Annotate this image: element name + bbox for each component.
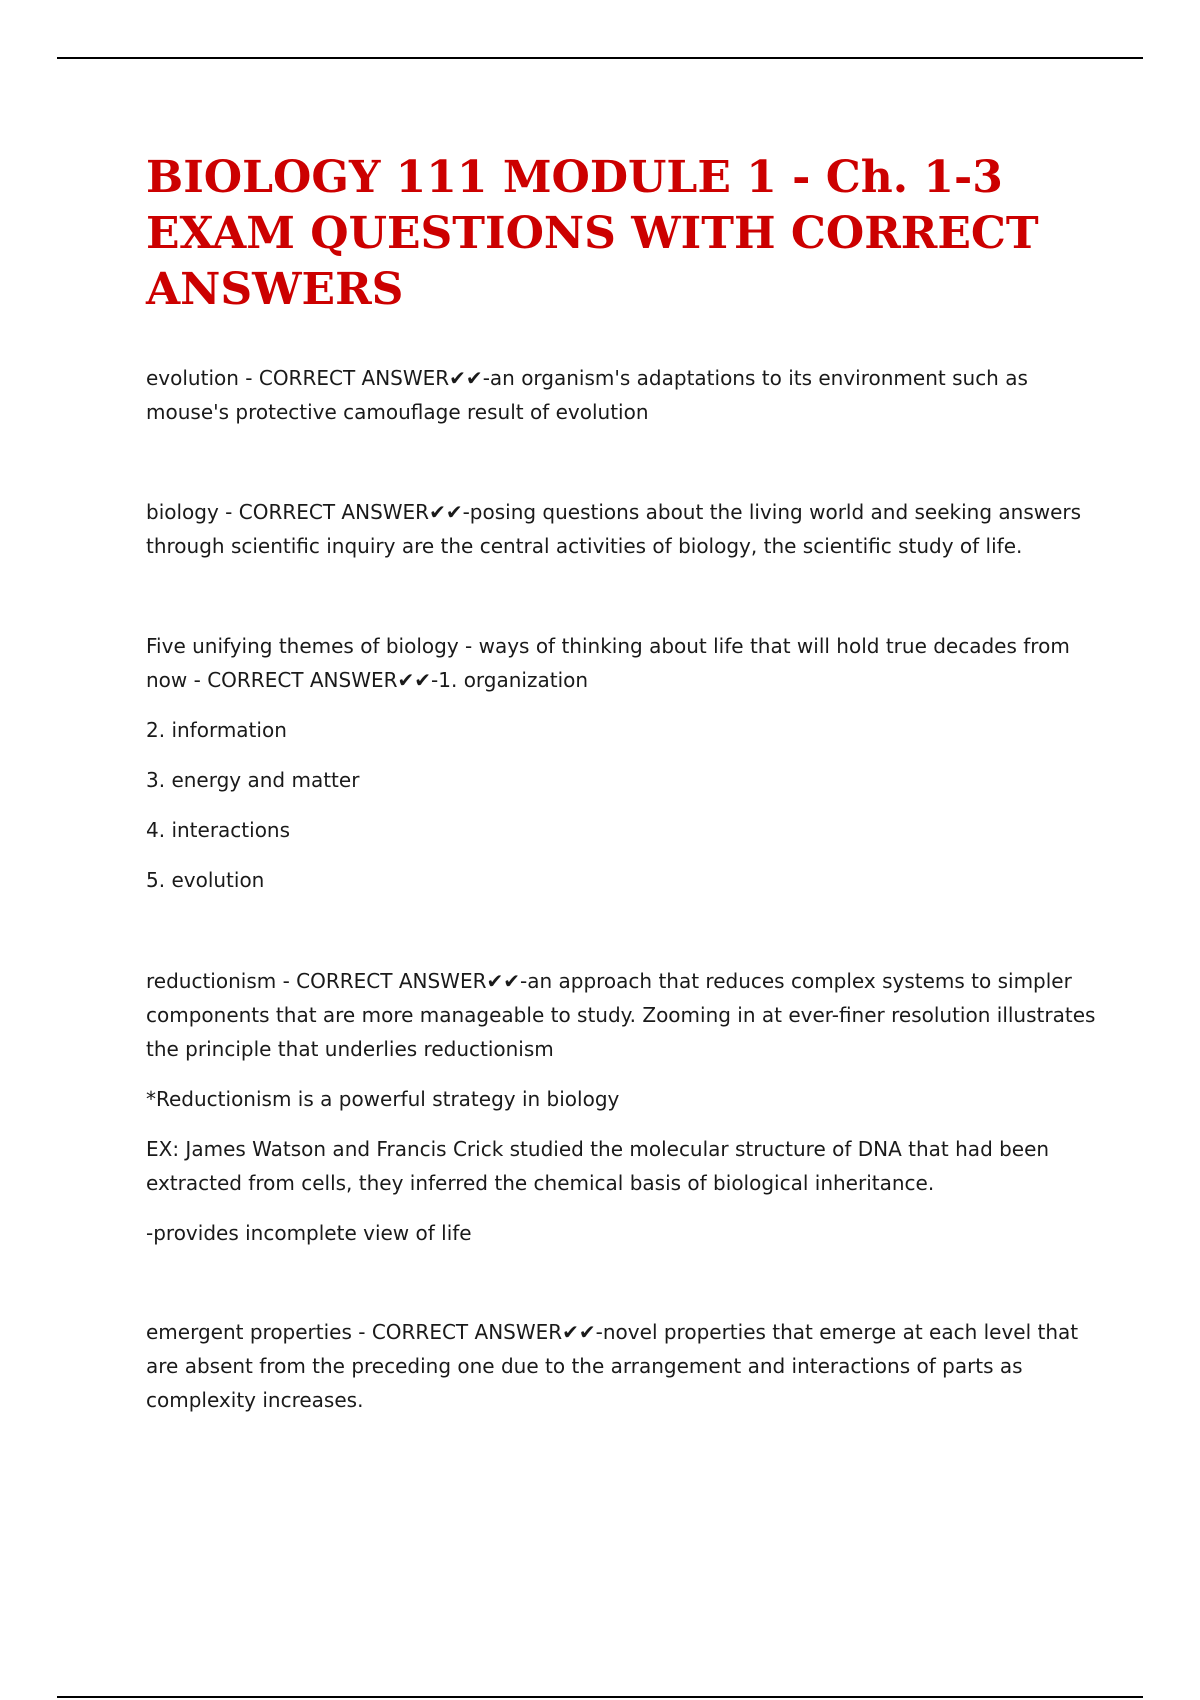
qa-paragraph: EX: James Watson and Francis Crick studied the molecular structure of DNA that had been extracted from cells, they inferred the chemical basis of biological inheritance. [146, 1137, 1050, 1195]
qa-entry-reductionism [146, 964, 1096, 1266]
qa-entry-evolution [146, 361, 1096, 445]
footer-rule [57, 1696, 1143, 1698]
qa-paragraph: Five unifying themes of biology - ways of thinking about life that will hold true decades from now - CORRECT ANSWER✔✔-1. organization [146, 634, 1070, 692]
qa-entry-unifying-themes [146, 629, 1096, 913]
qa-paragraph: -provides incomplete view of life [146, 1221, 472, 1245]
list-item: 5. evolution [146, 868, 265, 892]
qa-paragraph: reductionism - CORRECT ANSWER✔✔-an approach that reduces complex systems to simpler components that are more manageable to study. Zooming in at ever-finer resolution illustrates the principle that underlies reductionism [146, 969, 1096, 1061]
document-title: BIOLOGY 111 MODULE 1 - Ch. 1-3 EXAM QUESTIONS WITH CORRECT ANSWERS [146, 152, 1039, 315]
qa-entry-emergent-properties [146, 1315, 1096, 1433]
qa-paragraph: *Reductionism is a powerful strategy in biology [146, 1087, 620, 1111]
header-rule [57, 57, 1143, 59]
list-item: 2. information [146, 718, 287, 742]
qa-entry-biology [146, 495, 1096, 579]
list-item: 4. interactions [146, 818, 291, 842]
qa-paragraph: biology - CORRECT ANSWER✔✔-posing questions about the living world and seeking answers through scientific inquiry are the central activities of biology, the scientific study of life. [146, 500, 1082, 558]
list-item: 3. energy and matter [146, 768, 360, 792]
qa-paragraph: emergent properties - CORRECT ANSWER✔✔-novel properties that emerge at each level that are absent from the preceding one due to the arrangement and interactions of parts as complexity increases. [146, 1320, 1079, 1412]
qa-paragraph: evolution - CORRECT ANSWER✔✔-an organism's adaptations to its environment such as mouse's protective camouflage result of evolution [146, 366, 1028, 424]
